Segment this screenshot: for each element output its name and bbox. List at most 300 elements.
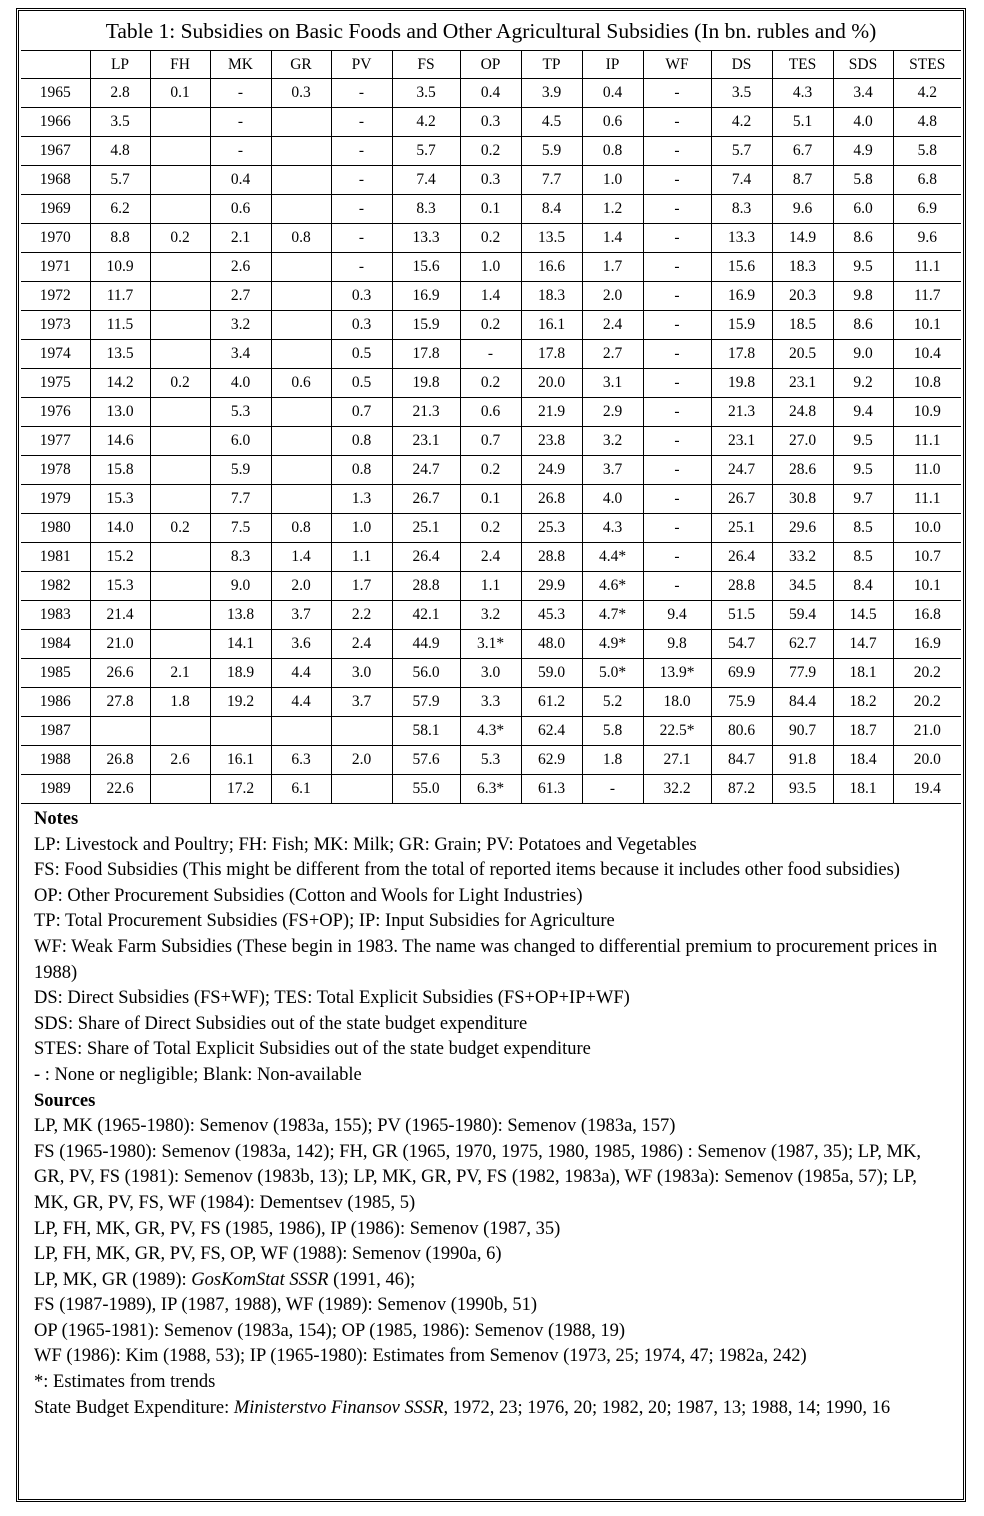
value-cell: 57.6 bbox=[392, 746, 460, 775]
value-cell: - bbox=[643, 108, 711, 137]
value-cell: 22.5* bbox=[643, 717, 711, 746]
value-cell: 26.7 bbox=[392, 485, 460, 514]
column-header: DS bbox=[711, 51, 772, 79]
value-cell: 18.5 bbox=[772, 311, 833, 340]
value-cell: 26.8 bbox=[521, 485, 582, 514]
value-cell: 9.4 bbox=[643, 601, 711, 630]
value-cell bbox=[150, 630, 210, 659]
value-cell: 9.5 bbox=[833, 253, 893, 282]
value-cell: 21.3 bbox=[392, 398, 460, 427]
value-cell: 13.3 bbox=[392, 224, 460, 253]
value-cell: 2.0 bbox=[271, 572, 331, 601]
source-text: State Budget Expenditure: bbox=[34, 1397, 234, 1418]
year-cell: 1983 bbox=[21, 601, 90, 630]
value-cell: 0.2 bbox=[460, 456, 521, 485]
value-cell: - bbox=[643, 311, 711, 340]
value-cell: 21.0 bbox=[893, 717, 961, 746]
year-cell: 1974 bbox=[21, 340, 90, 369]
value-cell bbox=[331, 775, 392, 804]
value-cell: 5.3 bbox=[460, 746, 521, 775]
year-cell: 1980 bbox=[21, 514, 90, 543]
value-cell: 10.1 bbox=[893, 311, 961, 340]
year-cell: 1976 bbox=[21, 398, 90, 427]
value-cell: 0.6 bbox=[210, 195, 271, 224]
value-cell: 9.4 bbox=[833, 398, 893, 427]
value-cell: 20.2 bbox=[893, 688, 961, 717]
value-cell bbox=[271, 166, 331, 195]
value-cell: 1.7 bbox=[331, 572, 392, 601]
value-cell: 6.8 bbox=[893, 166, 961, 195]
value-cell: 4.4 bbox=[271, 688, 331, 717]
value-cell: 9.8 bbox=[643, 630, 711, 659]
value-cell: 16.8 bbox=[893, 601, 961, 630]
value-cell: 2.6 bbox=[150, 746, 210, 775]
year-cell: 1975 bbox=[21, 369, 90, 398]
value-cell: 84.7 bbox=[711, 746, 772, 775]
source-line bbox=[34, 1396, 951, 1422]
value-cell: 2.1 bbox=[210, 224, 271, 253]
value-cell: 24.8 bbox=[772, 398, 833, 427]
note-line: LP: Livestock and Poultry; FH: Fish; MK: Milk; GR: Grain; PV: Potatoes and Vegetables bbox=[34, 834, 697, 855]
value-cell: 0.1 bbox=[460, 195, 521, 224]
value-cell bbox=[271, 108, 331, 137]
source-title: Ministerstvo Finansov SSSR bbox=[233, 1397, 444, 1418]
value-cell: 0.2 bbox=[460, 137, 521, 166]
value-cell: 25.3 bbox=[521, 514, 582, 543]
value-cell: 17.8 bbox=[392, 340, 460, 369]
value-cell: 9.5 bbox=[833, 427, 893, 456]
value-cell: 0.8 bbox=[271, 224, 331, 253]
value-cell: 14.1 bbox=[210, 630, 271, 659]
table-row bbox=[21, 630, 961, 659]
value-cell: 3.7 bbox=[331, 688, 392, 717]
value-cell: 2.2 bbox=[331, 601, 392, 630]
value-cell: - bbox=[643, 253, 711, 282]
year-cell: 1985 bbox=[21, 659, 90, 688]
value-cell: 57.9 bbox=[392, 688, 460, 717]
value-cell: 4.6* bbox=[582, 572, 643, 601]
value-cell: 0.6 bbox=[271, 369, 331, 398]
value-cell: 14.9 bbox=[772, 224, 833, 253]
value-cell bbox=[210, 717, 271, 746]
value-cell bbox=[271, 195, 331, 224]
value-cell: - bbox=[643, 514, 711, 543]
note-line: FS: Food Subsidies (This might be different from the total of reported items because it includes other food subsidies) bbox=[34, 860, 900, 881]
table-row bbox=[21, 456, 961, 485]
value-cell: 62.4 bbox=[521, 717, 582, 746]
source-line: LP, FH, MK, GR, PV, FS, OP, WF (1988): Semenov (1990a, 6) bbox=[34, 1244, 502, 1265]
value-cell: 10.7 bbox=[893, 543, 961, 572]
value-cell: 1.3 bbox=[331, 485, 392, 514]
note-line: DS: Direct Subsidies (FS+WF); TES: Total Explicit Subsidies (FS+OP+IP+WF) bbox=[34, 988, 630, 1009]
value-cell: 11.1 bbox=[893, 253, 961, 282]
value-cell: 0.2 bbox=[460, 369, 521, 398]
value-cell: 69.9 bbox=[711, 659, 772, 688]
value-cell: 54.7 bbox=[711, 630, 772, 659]
value-cell: 80.6 bbox=[711, 717, 772, 746]
value-cell bbox=[150, 398, 210, 427]
value-cell: 0.4 bbox=[460, 79, 521, 108]
value-cell bbox=[150, 427, 210, 456]
value-cell: 11.0 bbox=[893, 456, 961, 485]
table-frame bbox=[16, 8, 966, 1502]
source-text: (1991, 46); bbox=[328, 1269, 416, 1290]
value-cell: 33.2 bbox=[772, 543, 833, 572]
value-cell: 27.0 bbox=[772, 427, 833, 456]
value-cell: 3.7 bbox=[582, 456, 643, 485]
value-cell: 18.3 bbox=[772, 253, 833, 282]
table-row bbox=[21, 166, 961, 195]
value-cell: 9.6 bbox=[772, 195, 833, 224]
value-cell: 8.3 bbox=[210, 543, 271, 572]
source-text: LP, MK, GR (1989): bbox=[34, 1269, 192, 1290]
value-cell bbox=[150, 543, 210, 572]
value-cell: 62.7 bbox=[772, 630, 833, 659]
value-cell: - bbox=[643, 224, 711, 253]
value-cell: 10.1 bbox=[893, 572, 961, 601]
value-cell: 61.3 bbox=[521, 775, 582, 804]
value-cell: 5.1 bbox=[772, 108, 833, 137]
table-row bbox=[21, 746, 961, 775]
value-cell: 19.2 bbox=[210, 688, 271, 717]
value-cell: 28.6 bbox=[772, 456, 833, 485]
value-cell: 11.7 bbox=[893, 282, 961, 311]
year-cell: 1986 bbox=[21, 688, 90, 717]
column-header: TP bbox=[521, 51, 582, 79]
table-row bbox=[21, 659, 961, 688]
value-cell: 7.7 bbox=[521, 166, 582, 195]
value-cell: 10.9 bbox=[90, 253, 150, 282]
value-cell: 4.4* bbox=[582, 543, 643, 572]
column-header: FH bbox=[150, 51, 210, 79]
value-cell: 93.5 bbox=[772, 775, 833, 804]
value-cell: 6.7 bbox=[772, 137, 833, 166]
source-line: WF (1986): Kim (1988, 53); IP (1965-1980): Estimates from Semenov (1973, 25; 1974, 47; 1982a, 242) bbox=[34, 1346, 807, 1367]
value-cell: 20.0 bbox=[893, 746, 961, 775]
value-cell: 3.5 bbox=[711, 79, 772, 108]
year-cell: 1967 bbox=[21, 137, 90, 166]
value-cell: 3.4 bbox=[210, 340, 271, 369]
notes-list bbox=[34, 833, 951, 1089]
value-cell: 13.5 bbox=[521, 224, 582, 253]
table-row bbox=[21, 601, 961, 630]
value-cell: - bbox=[643, 340, 711, 369]
value-cell: - bbox=[643, 572, 711, 601]
value-cell: 10.8 bbox=[893, 369, 961, 398]
value-cell bbox=[150, 456, 210, 485]
value-cell: 0.7 bbox=[331, 398, 392, 427]
value-cell: 34.5 bbox=[772, 572, 833, 601]
value-cell: 84.4 bbox=[772, 688, 833, 717]
year-cell: 1982 bbox=[21, 572, 90, 601]
source-line bbox=[34, 1268, 951, 1294]
value-cell: 9.2 bbox=[833, 369, 893, 398]
value-cell: 5.3 bbox=[210, 398, 271, 427]
value-cell: 15.2 bbox=[90, 543, 150, 572]
value-cell: 6.0 bbox=[833, 195, 893, 224]
value-cell: 0.2 bbox=[150, 369, 210, 398]
value-cell: 14.0 bbox=[90, 514, 150, 543]
note-line: SDS: Share of Direct Subsidies out of the state budget expenditure bbox=[34, 1013, 528, 1034]
value-cell: 4.3* bbox=[460, 717, 521, 746]
value-cell: 4.2 bbox=[711, 108, 772, 137]
value-cell: 1.1 bbox=[460, 572, 521, 601]
value-cell: 8.5 bbox=[833, 543, 893, 572]
value-cell: 4.8 bbox=[90, 137, 150, 166]
source-text: , 1972, 23; 1976, 20; 1982, 20; 1987, 13; 1988, 14; 1990, 16 bbox=[443, 1397, 891, 1418]
year-cell: 1973 bbox=[21, 311, 90, 340]
value-cell: 1.0 bbox=[331, 514, 392, 543]
value-cell: 0.1 bbox=[460, 485, 521, 514]
value-cell: 24.9 bbox=[521, 456, 582, 485]
value-cell: 3.6 bbox=[271, 630, 331, 659]
table-row bbox=[21, 775, 961, 804]
value-cell: - bbox=[643, 79, 711, 108]
value-cell: 25.1 bbox=[711, 514, 772, 543]
value-cell: 2.1 bbox=[150, 659, 210, 688]
value-cell: 15.8 bbox=[90, 456, 150, 485]
value-cell: 0.3 bbox=[331, 311, 392, 340]
value-cell: 17.8 bbox=[711, 340, 772, 369]
value-cell: 3.9 bbox=[521, 79, 582, 108]
value-cell: 20.2 bbox=[893, 659, 961, 688]
value-cell: - bbox=[643, 166, 711, 195]
value-cell bbox=[150, 775, 210, 804]
value-cell: 3.5 bbox=[392, 79, 460, 108]
value-cell: 9.5 bbox=[833, 456, 893, 485]
table-title: Table 1: Subsidies on Basic Foods and Other Agricultural Subsidies (In bn. rubles and %) bbox=[21, 13, 961, 51]
column-header: MK bbox=[210, 51, 271, 79]
value-cell: 32.2 bbox=[643, 775, 711, 804]
value-cell: 3.1* bbox=[460, 630, 521, 659]
table-row bbox=[21, 224, 961, 253]
value-cell: 51.5 bbox=[711, 601, 772, 630]
value-cell: 7.5 bbox=[210, 514, 271, 543]
value-cell: 9.0 bbox=[833, 340, 893, 369]
year-cell: 1968 bbox=[21, 166, 90, 195]
value-cell: 15.3 bbox=[90, 572, 150, 601]
table-row bbox=[21, 253, 961, 282]
table-row bbox=[21, 514, 961, 543]
value-cell: 0.3 bbox=[271, 79, 331, 108]
value-cell: 21.4 bbox=[90, 601, 150, 630]
value-cell: - bbox=[643, 137, 711, 166]
year-cell: 1969 bbox=[21, 195, 90, 224]
value-cell: 15.3 bbox=[90, 485, 150, 514]
year-cell: 1966 bbox=[21, 108, 90, 137]
value-cell: - bbox=[210, 137, 271, 166]
value-cell: 28.8 bbox=[521, 543, 582, 572]
value-cell bbox=[271, 253, 331, 282]
value-cell: - bbox=[643, 398, 711, 427]
value-cell: 1.4 bbox=[271, 543, 331, 572]
value-cell bbox=[150, 717, 210, 746]
value-cell: - bbox=[210, 108, 271, 137]
value-cell: 1.7 bbox=[582, 253, 643, 282]
value-cell: 22.6 bbox=[90, 775, 150, 804]
value-cell bbox=[271, 282, 331, 311]
value-cell bbox=[150, 137, 210, 166]
value-cell: - bbox=[582, 775, 643, 804]
value-cell bbox=[150, 572, 210, 601]
value-cell: 9.7 bbox=[833, 485, 893, 514]
value-cell bbox=[150, 108, 210, 137]
value-cell: 16.9 bbox=[392, 282, 460, 311]
value-cell: 5.2 bbox=[582, 688, 643, 717]
value-cell bbox=[150, 282, 210, 311]
note-line: TP: Total Procurement Subsidies (FS+OP); IP: Input Subsidies for Agriculture bbox=[34, 911, 615, 932]
value-cell bbox=[271, 137, 331, 166]
value-cell: 75.9 bbox=[711, 688, 772, 717]
value-cell: 23.1 bbox=[772, 369, 833, 398]
value-cell: 9.6 bbox=[893, 224, 961, 253]
column-header: FS bbox=[392, 51, 460, 79]
value-cell: 2.0 bbox=[331, 746, 392, 775]
value-cell: 13.5 bbox=[90, 340, 150, 369]
column-header: WF bbox=[643, 51, 711, 79]
source-line: *: Estimates from trends bbox=[34, 1372, 216, 1393]
value-cell: 5.7 bbox=[392, 137, 460, 166]
value-cell bbox=[271, 456, 331, 485]
value-cell: 27.8 bbox=[90, 688, 150, 717]
column-header: OP bbox=[460, 51, 521, 79]
subsidies-table bbox=[21, 51, 961, 804]
value-cell: 7.4 bbox=[711, 166, 772, 195]
value-cell: 20.0 bbox=[521, 369, 582, 398]
value-cell: - bbox=[643, 369, 711, 398]
table-row bbox=[21, 108, 961, 137]
value-cell: 1.2 bbox=[582, 195, 643, 224]
value-cell: 62.9 bbox=[521, 746, 582, 775]
value-cell: 14.2 bbox=[90, 369, 150, 398]
value-cell: 26.8 bbox=[90, 746, 150, 775]
value-cell: 16.1 bbox=[210, 746, 271, 775]
value-cell: 5.8 bbox=[893, 137, 961, 166]
value-cell: 45.3 bbox=[521, 601, 582, 630]
value-cell: - bbox=[643, 195, 711, 224]
notes-heading: Notes bbox=[34, 809, 79, 829]
value-cell: 15.6 bbox=[711, 253, 772, 282]
value-cell: 0.8 bbox=[331, 427, 392, 456]
value-cell: 8.6 bbox=[833, 311, 893, 340]
value-cell: 0.4 bbox=[210, 166, 271, 195]
year-cell: 1971 bbox=[21, 253, 90, 282]
value-cell: 5.9 bbox=[521, 137, 582, 166]
value-cell: 26.6 bbox=[90, 659, 150, 688]
value-cell: 42.1 bbox=[392, 601, 460, 630]
value-cell: 6.2 bbox=[90, 195, 150, 224]
value-cell: 15.9 bbox=[711, 311, 772, 340]
value-cell: 19.4 bbox=[893, 775, 961, 804]
table-row bbox=[21, 79, 961, 108]
value-cell: 9.0 bbox=[210, 572, 271, 601]
value-cell: 16.1 bbox=[521, 311, 582, 340]
value-cell: 77.9 bbox=[772, 659, 833, 688]
value-cell: 16.9 bbox=[711, 282, 772, 311]
value-cell: 14.7 bbox=[833, 630, 893, 659]
value-cell: 6.1 bbox=[271, 775, 331, 804]
value-cell: 8.8 bbox=[90, 224, 150, 253]
value-cell: - bbox=[643, 282, 711, 311]
value-cell: 4.4 bbox=[271, 659, 331, 688]
value-cell: 30.8 bbox=[772, 485, 833, 514]
value-cell: 14.6 bbox=[90, 427, 150, 456]
value-cell: 0.2 bbox=[460, 311, 521, 340]
value-cell: 4.5 bbox=[521, 108, 582, 137]
value-cell: 17.8 bbox=[521, 340, 582, 369]
value-cell: 4.0 bbox=[210, 369, 271, 398]
value-cell: 6.3* bbox=[460, 775, 521, 804]
table-row bbox=[21, 369, 961, 398]
value-cell: 18.4 bbox=[833, 746, 893, 775]
value-cell: 28.8 bbox=[711, 572, 772, 601]
value-cell: 1.0 bbox=[460, 253, 521, 282]
note-line: OP: Other Procurement Subsidies (Cotton and Wools for Light Industries) bbox=[34, 885, 583, 906]
value-cell: 5.0* bbox=[582, 659, 643, 688]
value-cell: 3.2 bbox=[210, 311, 271, 340]
column-header: STES bbox=[893, 51, 961, 79]
value-cell: 0.2 bbox=[460, 514, 521, 543]
value-cell: 7.4 bbox=[392, 166, 460, 195]
value-cell: 56.0 bbox=[392, 659, 460, 688]
year-cell: 1972 bbox=[21, 282, 90, 311]
value-cell: 4.3 bbox=[772, 79, 833, 108]
column-header bbox=[21, 51, 90, 79]
value-cell: 29.6 bbox=[772, 514, 833, 543]
value-cell: 2.9 bbox=[582, 398, 643, 427]
value-cell: 18.1 bbox=[833, 775, 893, 804]
value-cell: - bbox=[331, 195, 392, 224]
column-header: PV bbox=[331, 51, 392, 79]
value-cell: 2.4 bbox=[582, 311, 643, 340]
value-cell: 0.5 bbox=[331, 369, 392, 398]
value-cell: 87.2 bbox=[711, 775, 772, 804]
value-cell: 1.4 bbox=[582, 224, 643, 253]
note-line: STES: Share of Total Explicit Subsidies out of the state budget expenditure bbox=[34, 1039, 591, 1060]
table-row bbox=[21, 282, 961, 311]
value-cell: 0.3 bbox=[460, 108, 521, 137]
value-cell: 91.8 bbox=[772, 746, 833, 775]
value-cell: 23.1 bbox=[711, 427, 772, 456]
value-cell: 4.0 bbox=[833, 108, 893, 137]
value-cell: 3.1 bbox=[582, 369, 643, 398]
value-cell: 4.7* bbox=[582, 601, 643, 630]
value-cell: 44.9 bbox=[392, 630, 460, 659]
value-cell bbox=[271, 311, 331, 340]
value-cell: 18.1 bbox=[833, 659, 893, 688]
value-cell: 11.1 bbox=[893, 427, 961, 456]
value-cell: 16.6 bbox=[521, 253, 582, 282]
value-cell: 11.7 bbox=[90, 282, 150, 311]
source-line: FS (1965-1980): Semenov (1983a, 142); FH, GR (1965, 1970, 1975, 1980, 1985, 1986) : Semenov (1987, 35); LP, MK, GR, PV, FS (1981): Semenov (1983b, 13); LP, MK, GR, PV, FS (1982, 1983a), WF (1983a): Semenov (1985a, 57); LP, MK, GR, PV, FS, WF (1984): Dementsev (1985, 5) bbox=[34, 1141, 921, 1213]
value-cell: 3.4 bbox=[833, 79, 893, 108]
column-header: GR bbox=[271, 51, 331, 79]
value-cell: 4.9 bbox=[833, 137, 893, 166]
value-cell: - bbox=[331, 79, 392, 108]
value-cell: 2.4 bbox=[331, 630, 392, 659]
column-header: TES bbox=[772, 51, 833, 79]
table-row bbox=[21, 137, 961, 166]
value-cell: 1.8 bbox=[582, 746, 643, 775]
value-cell: 16.9 bbox=[893, 630, 961, 659]
value-cell: 3.0 bbox=[331, 659, 392, 688]
year-cell: 1984 bbox=[21, 630, 90, 659]
value-cell: 14.5 bbox=[833, 601, 893, 630]
value-cell: 0.6 bbox=[460, 398, 521, 427]
value-cell: 4.2 bbox=[392, 108, 460, 137]
value-cell: 48.0 bbox=[521, 630, 582, 659]
value-cell: 8.3 bbox=[392, 195, 460, 224]
